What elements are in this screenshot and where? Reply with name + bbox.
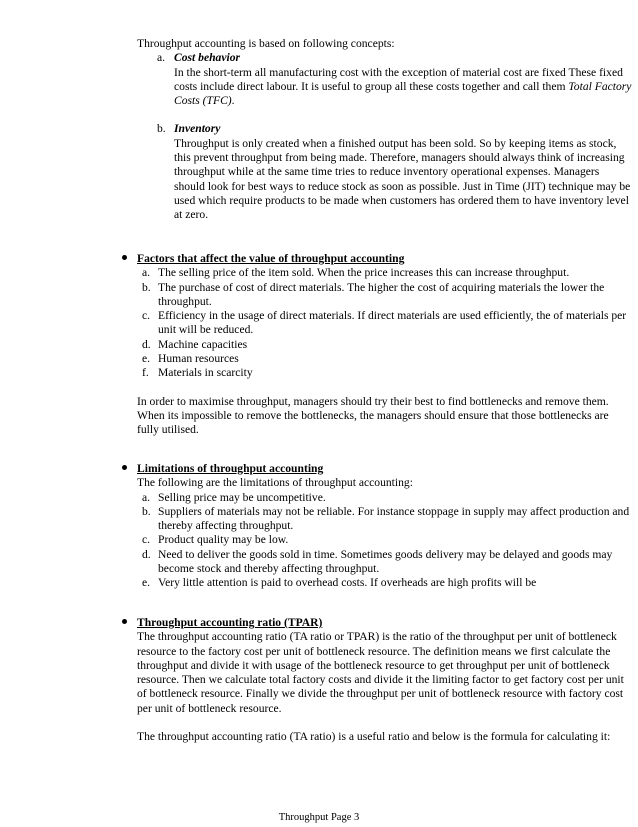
section-heading: Factors that affect the value of throughput accounting bbox=[137, 252, 405, 265]
bullet-icon bbox=[121, 462, 137, 476]
concept-cost-behavior bbox=[157, 51, 632, 108]
concept-body: Throughput is only created when a finished output has been sold. So by keeping items as stock, this prevent throughput from being made. Therefore, managers should always think of increasing throughput while at the same time tries to reduce inventory operational expenses. Managers should look for best ways to reduce stock as soon as possible. Just in Time (JIT) technique may be used which require products to be made when customers has ordered them to have inventory level at zero. bbox=[174, 136, 631, 222]
limitations-section bbox=[121, 462, 633, 591]
factors-section bbox=[121, 252, 633, 438]
list-item: f. Materials in scarcity bbox=[142, 366, 253, 380]
list-item: c. Efficiency in the usage of direct materials. If direct materials are used efficiently, the of materials per unit will be reduced. bbox=[142, 309, 627, 337]
factors-list bbox=[121, 266, 633, 380]
concept-letter: a. bbox=[157, 51, 166, 65]
tfc-term: Total Factory Costs (TFC) bbox=[174, 79, 632, 108]
concepts-lead: Throughput accounting is based on following concepts: bbox=[137, 37, 395, 50]
section-heading: Throughput accounting ratio (TPAR) bbox=[137, 616, 323, 629]
limitations-lead: The following are the limitations of throughput accounting: bbox=[137, 476, 413, 490]
concept-inventory bbox=[157, 122, 632, 222]
list-item: e. Human resources bbox=[142, 352, 239, 366]
tpar-paragraph-2: The throughput accounting ratio (TA ratio) is a useful ratio and below is the formula for calculating it: bbox=[137, 730, 611, 744]
tpar-paragraph-1: The throughput accounting ratio (TA ratio or TPAR) is the ratio of the throughput per unit of bottleneck resource to the factory cost per unit of bottleneck resource. The definition means we first calculate the throughput and divide it with usage of the bottleneck resource to get throughput per unit of bottleneck resource. Then we calculate total factory costs and divide it the limiting factor to get factory cost per unit of bottleneck resource. Finally we divide the throughput per unit of bottleneck resource with factory cost per unit of bottleneck resource. bbox=[137, 630, 624, 715]
list-item: b. The purchase of cost of direct materials. The higher the cost of acquiring materials the lower the throughput. bbox=[142, 280, 605, 308]
concept-letter: b. bbox=[157, 122, 166, 136]
concept-title: Inventory bbox=[174, 122, 221, 136]
factors-paragraph: In order to maximise throughput, managers should try their best to find bottlenecks and remove them. When its impossible to remove the bottlenecks, the managers should ensure that those bottlenecks are fully utilised. bbox=[137, 394, 609, 437]
list-item: d. Machine capacities bbox=[142, 337, 248, 351]
concepts-section bbox=[137, 37, 632, 223]
list-item: c. Product quality may be low. bbox=[142, 533, 289, 547]
tpar-section bbox=[121, 616, 633, 744]
concept-body: In the short-term all manufacturing cost with the exception of material cost are fixed These fixed costs include direct labour. It is useful to group all these costs together and call them Total Factory Costs (TFC). bbox=[174, 65, 632, 108]
list-item: b. Suppliers of materials may not be reliable. For instance stoppage in supply may affect production and thereby affecting throughput. bbox=[142, 504, 630, 533]
list-item: a. The selling price of the item sold. When the price increases this can increase throughput. bbox=[142, 266, 570, 280]
limitations-list bbox=[121, 491, 633, 591]
list-item: a. Selling price may be uncompetitive. bbox=[142, 490, 326, 504]
list-item: d. Need to deliver the goods sold in time. Sometimes goods delivery may be delayed and goods may become stock and thereby affecting throughput. bbox=[142, 547, 613, 576]
bullet-icon bbox=[121, 252, 137, 266]
concept-title: Cost behavior bbox=[174, 51, 241, 65]
list-item: e. Very little attention is paid to overhead costs. If overheads are high profits will be bbox=[142, 576, 537, 590]
bullet-icon bbox=[121, 616, 137, 630]
page-footer: Throughput Page 3 bbox=[278, 812, 360, 823]
section-heading: Limitations of throughput accounting bbox=[137, 462, 324, 475]
